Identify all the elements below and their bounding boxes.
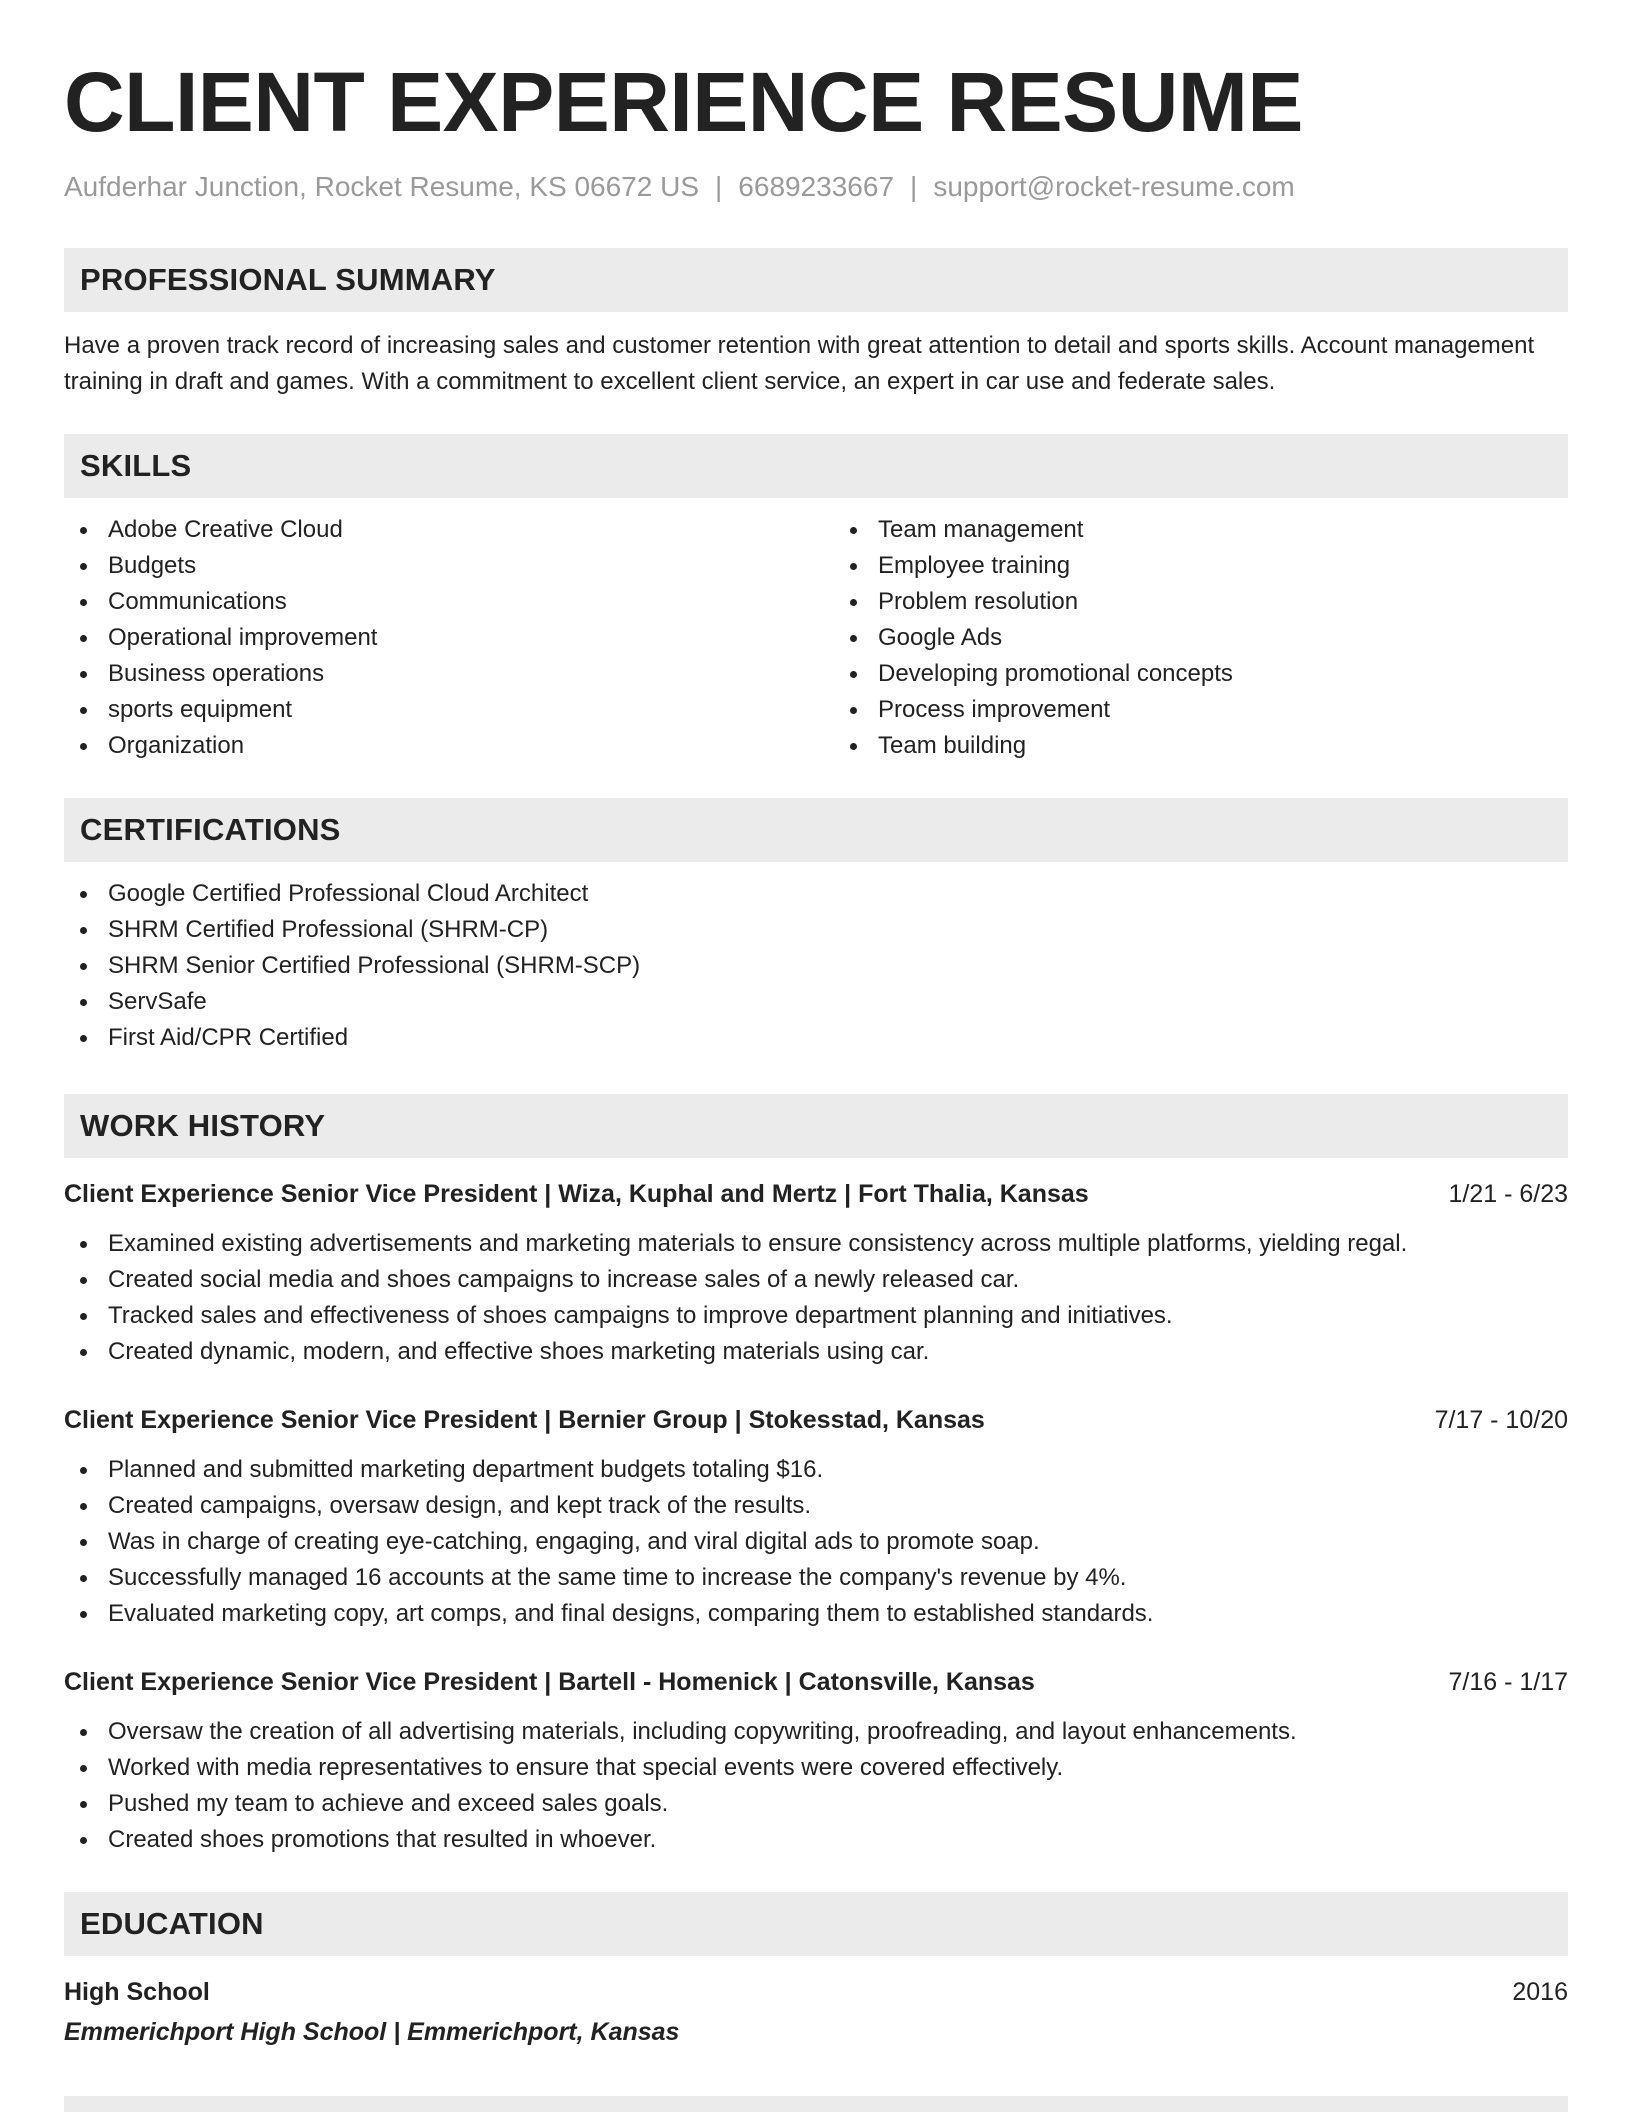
job-bullet: Evaluated marketing copy, art comps, and final designs, comparing them to established standards. — [64, 1596, 1568, 1632]
contact-line — [64, 170, 1568, 204]
job-bullets — [64, 1714, 1568, 1858]
skill-item: Organization — [64, 728, 816, 764]
section-header — [64, 798, 1568, 862]
skill-item: Team management — [834, 512, 1568, 548]
certification-item: First Aid/CPR Certified — [64, 1020, 1568, 1056]
job-header — [64, 1402, 1568, 1438]
job-dates: 7/17 - 10/20 — [1434, 1405, 1568, 1434]
job-bullet: Was in charge of creating eye-catching, engaging, and viral digital ads to promote soap. — [64, 1524, 1568, 1560]
section-header — [64, 248, 1568, 312]
skills-columns — [64, 512, 1568, 764]
certification-item: SHRM Certified Professional (SHRM-CP) — [64, 912, 1568, 948]
skill-item: Google Ads — [834, 620, 1568, 656]
certification-item: Google Certified Professional Cloud Architect — [64, 876, 1568, 912]
section-header — [64, 1094, 1568, 1158]
skill-item: Business operations — [64, 656, 816, 692]
education-year: 2016 — [1512, 1977, 1568, 2006]
summary-heading: PROFESSIONAL SUMMARY — [80, 261, 496, 297]
job-bullet: Planned and submitted marketing department budgets totaling $16. — [64, 1452, 1568, 1488]
skill-item: Process improvement — [834, 692, 1568, 728]
skill-item: sports equipment — [64, 692, 816, 728]
skill-item: Adobe Creative Cloud — [64, 512, 816, 548]
skill-item: Employee training — [834, 548, 1568, 584]
job-entry — [64, 1176, 1568, 1370]
section-header — [64, 1892, 1568, 1956]
certifications-heading: CERTIFICATIONS — [80, 811, 341, 847]
job-bullet: Pushed my team to achieve and exceed sales goals. — [64, 1786, 1568, 1822]
contact-address: Aufderhar Junction, Rocket Resume, KS 06672 US — [64, 171, 700, 203]
next-section-header-edge — [64, 2096, 1568, 2112]
job-entry — [64, 1402, 1568, 1632]
education-school: Emmerichport High School | Emmerichport, Kansas — [64, 2017, 680, 2046]
contact-phone: 6689233667 — [738, 171, 895, 203]
education-heading: EDUCATION — [80, 1905, 264, 1941]
skills-right-list — [816, 512, 1568, 764]
skills-left-list — [64, 512, 816, 764]
contact-separator: | — [715, 171, 723, 203]
work-history-heading: WORK HISTORY — [80, 1107, 326, 1143]
certifications-list — [64, 876, 1568, 1056]
job-header — [64, 1664, 1568, 1700]
job-title: Client Experience Senior Vice President | Wiza, Kuphal and Mertz | Fort Thalia, Kansas — [64, 1179, 1089, 1208]
job-header — [64, 1176, 1568, 1212]
job-bullet: Created campaigns, oversaw design, and kept track of the results. — [64, 1488, 1568, 1524]
skill-item: Communications — [64, 584, 816, 620]
certifications-section — [64, 798, 1568, 1056]
certification-item: SHRM Senior Certified Professional (SHRM-SCP) — [64, 948, 1568, 984]
education-header — [64, 1974, 1568, 2010]
job-entry — [64, 1664, 1568, 1858]
skill-item: Team building — [834, 728, 1568, 764]
job-bullet: Oversaw the creation of all advertising materials, including copywriting, proofreading, and layout enhancements. — [64, 1714, 1568, 1750]
job-bullet: Tracked sales and effectiveness of shoes campaigns to improve department planning and initiatives. — [64, 1298, 1568, 1334]
job-dates: 7/16 - 1/17 — [1448, 1667, 1568, 1696]
job-bullet: Successfully managed 16 accounts at the same time to increase the company's revenue by 4%. — [64, 1560, 1568, 1596]
skills-heading: SKILLS — [80, 447, 192, 483]
skills-section — [64, 434, 1568, 764]
job-bullet: Created social media and shoes campaigns to increase sales of a newly released car. — [64, 1262, 1568, 1298]
resume-title: CLIENT EXPERIENCE RESUME — [64, 55, 1303, 149]
job-title: Client Experience Senior Vice President | Bernier Group | Stokesstad, Kansas — [64, 1405, 985, 1434]
summary-text: Have a proven track record of increasing sales and customer retention with great attention to detail and sports skills. Account management training in draft and games. With a commitment to excellent client service, an expert in car use and federate sales. — [64, 331, 1535, 395]
education-section — [64, 1892, 1568, 2050]
job-bullet: Created dynamic, modern, and effective shoes marketing materials using car. — [64, 1334, 1568, 1370]
summary-section — [64, 248, 1568, 400]
job-bullet: Worked with media representatives to ensure that special events were covered effectively. — [64, 1750, 1568, 1786]
skill-item: Operational improvement — [64, 620, 816, 656]
job-title: Client Experience Senior Vice President | Bartell - Homenick | Catonsville, Kansas — [64, 1667, 1035, 1696]
certification-item: ServSafe — [64, 984, 1568, 1020]
skill-item: Problem resolution — [834, 584, 1568, 620]
section-header — [64, 434, 1568, 498]
skill-item: Developing promotional concepts — [834, 656, 1568, 692]
skill-item: Budgets — [64, 548, 816, 584]
education-degree: High School — [64, 1977, 210, 2006]
work-history-section — [64, 1094, 1568, 1858]
job-bullets — [64, 1452, 1568, 1632]
contact-separator: | — [910, 171, 918, 203]
job-dates: 1/21 - 6/23 — [1448, 1179, 1568, 1208]
contact-email: support@rocket-resume.com — [933, 171, 1295, 203]
education-entry — [64, 1974, 1568, 2050]
job-bullets — [64, 1226, 1568, 1370]
job-bullet: Examined existing advertisements and marketing materials to ensure consistency across multiple platforms, yielding regal. — [64, 1226, 1568, 1262]
job-bullet: Created shoes promotions that resulted in whoever. — [64, 1822, 1568, 1858]
